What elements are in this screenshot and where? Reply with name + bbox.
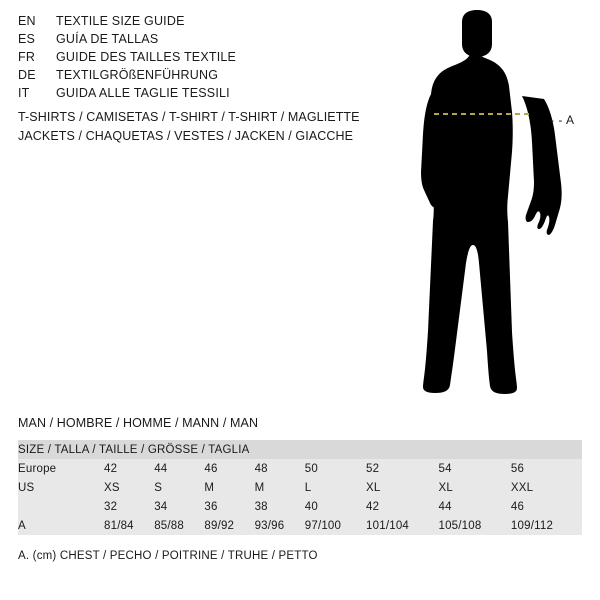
table-row <box>18 478 582 497</box>
table-header-label: SIZE / TALLA / TAILLE / GRÖSSE / TAGLIA <box>18 440 582 459</box>
table-row <box>18 459 582 478</box>
category-line-tshirts: T-SHIRTS / CAMISETAS / T-SHIRT / T-SHIRT / MAGLIETTE <box>18 110 360 124</box>
cell-value: XL <box>438 478 510 497</box>
size-table <box>18 440 582 535</box>
cell-value: S <box>154 478 204 497</box>
language-code: FR <box>18 50 36 64</box>
cell-value: 50 <box>305 459 366 478</box>
language-text: TEXTILE SIZE GUIDE <box>56 14 185 28</box>
language-row <box>18 14 378 32</box>
cell-value: 81/84 <box>104 516 154 535</box>
cell-value: XL <box>366 478 438 497</box>
language-text: GUÍA DE TALLAS <box>56 32 159 46</box>
cell-value: L <box>305 478 366 497</box>
row-label <box>18 497 104 516</box>
cell-value: 40 <box>305 497 366 516</box>
cell-value: M <box>204 478 254 497</box>
language-code: IT <box>18 86 30 100</box>
cell-value: 93/96 <box>255 516 305 535</box>
language-row <box>18 32 378 50</box>
cell-value: 105/108 <box>438 516 510 535</box>
language-row <box>18 68 378 86</box>
cell-value: 109/112 <box>511 516 582 535</box>
category-list <box>18 110 418 148</box>
cell-value: 38 <box>255 497 305 516</box>
language-text: GUIDE DES TAILLES TEXTILE <box>56 50 237 64</box>
row-label: Europe <box>18 459 104 478</box>
cell-value: 34 <box>154 497 204 516</box>
cell-value: 101/104 <box>366 516 438 535</box>
table-title: MAN / HOMBRE / HOMME / MANN / MAN <box>18 416 259 430</box>
cell-value: 44 <box>154 459 204 478</box>
table-row <box>18 497 582 516</box>
row-label: US <box>18 478 104 497</box>
chest-marker-letter: A <box>566 113 575 127</box>
table-row <box>18 516 582 535</box>
footnote: A. (cm) CHEST / PECHO / POITRINE / TRUHE / PETTO <box>18 550 318 562</box>
chest-marker-label <box>550 113 575 127</box>
body-silhouette-figure <box>400 10 600 410</box>
cell-value: M <box>255 478 305 497</box>
language-list <box>18 14 378 104</box>
language-row <box>18 86 378 104</box>
cell-value: XS <box>104 478 154 497</box>
cell-value: 56 <box>511 459 582 478</box>
cell-value: 85/88 <box>154 516 204 535</box>
language-text: GUIDA ALLE TAGLIE TESSILI <box>56 86 230 100</box>
cell-value: 36 <box>204 497 254 516</box>
cell-value: 48 <box>255 459 305 478</box>
chest-marker-dash: - - <box>550 113 563 127</box>
cell-value: 46 <box>511 497 582 516</box>
cell-value: 54 <box>438 459 510 478</box>
cell-value: XXL <box>511 478 582 497</box>
silhouette-svg <box>400 10 600 410</box>
silhouette-shape <box>421 10 562 394</box>
language-code: ES <box>18 32 36 46</box>
cell-value: 46 <box>204 459 254 478</box>
table-row <box>18 440 582 459</box>
language-text: TEXTILGRÖßENFÜHRUNG <box>56 68 219 82</box>
language-code: EN <box>18 14 36 28</box>
cell-value: 89/92 <box>204 516 254 535</box>
cell-value: 42 <box>366 497 438 516</box>
category-line-jackets: JACKETS / CHAQUETAS / VESTES / JACKEN / GIACCHE <box>18 129 354 143</box>
cell-value: 97/100 <box>305 516 366 535</box>
cell-value: 32 <box>104 497 154 516</box>
row-label: A <box>18 516 104 535</box>
cell-value: 52 <box>366 459 438 478</box>
language-row <box>18 50 378 68</box>
language-code: DE <box>18 68 36 82</box>
cell-value: 44 <box>438 497 510 516</box>
cell-value: 42 <box>104 459 154 478</box>
